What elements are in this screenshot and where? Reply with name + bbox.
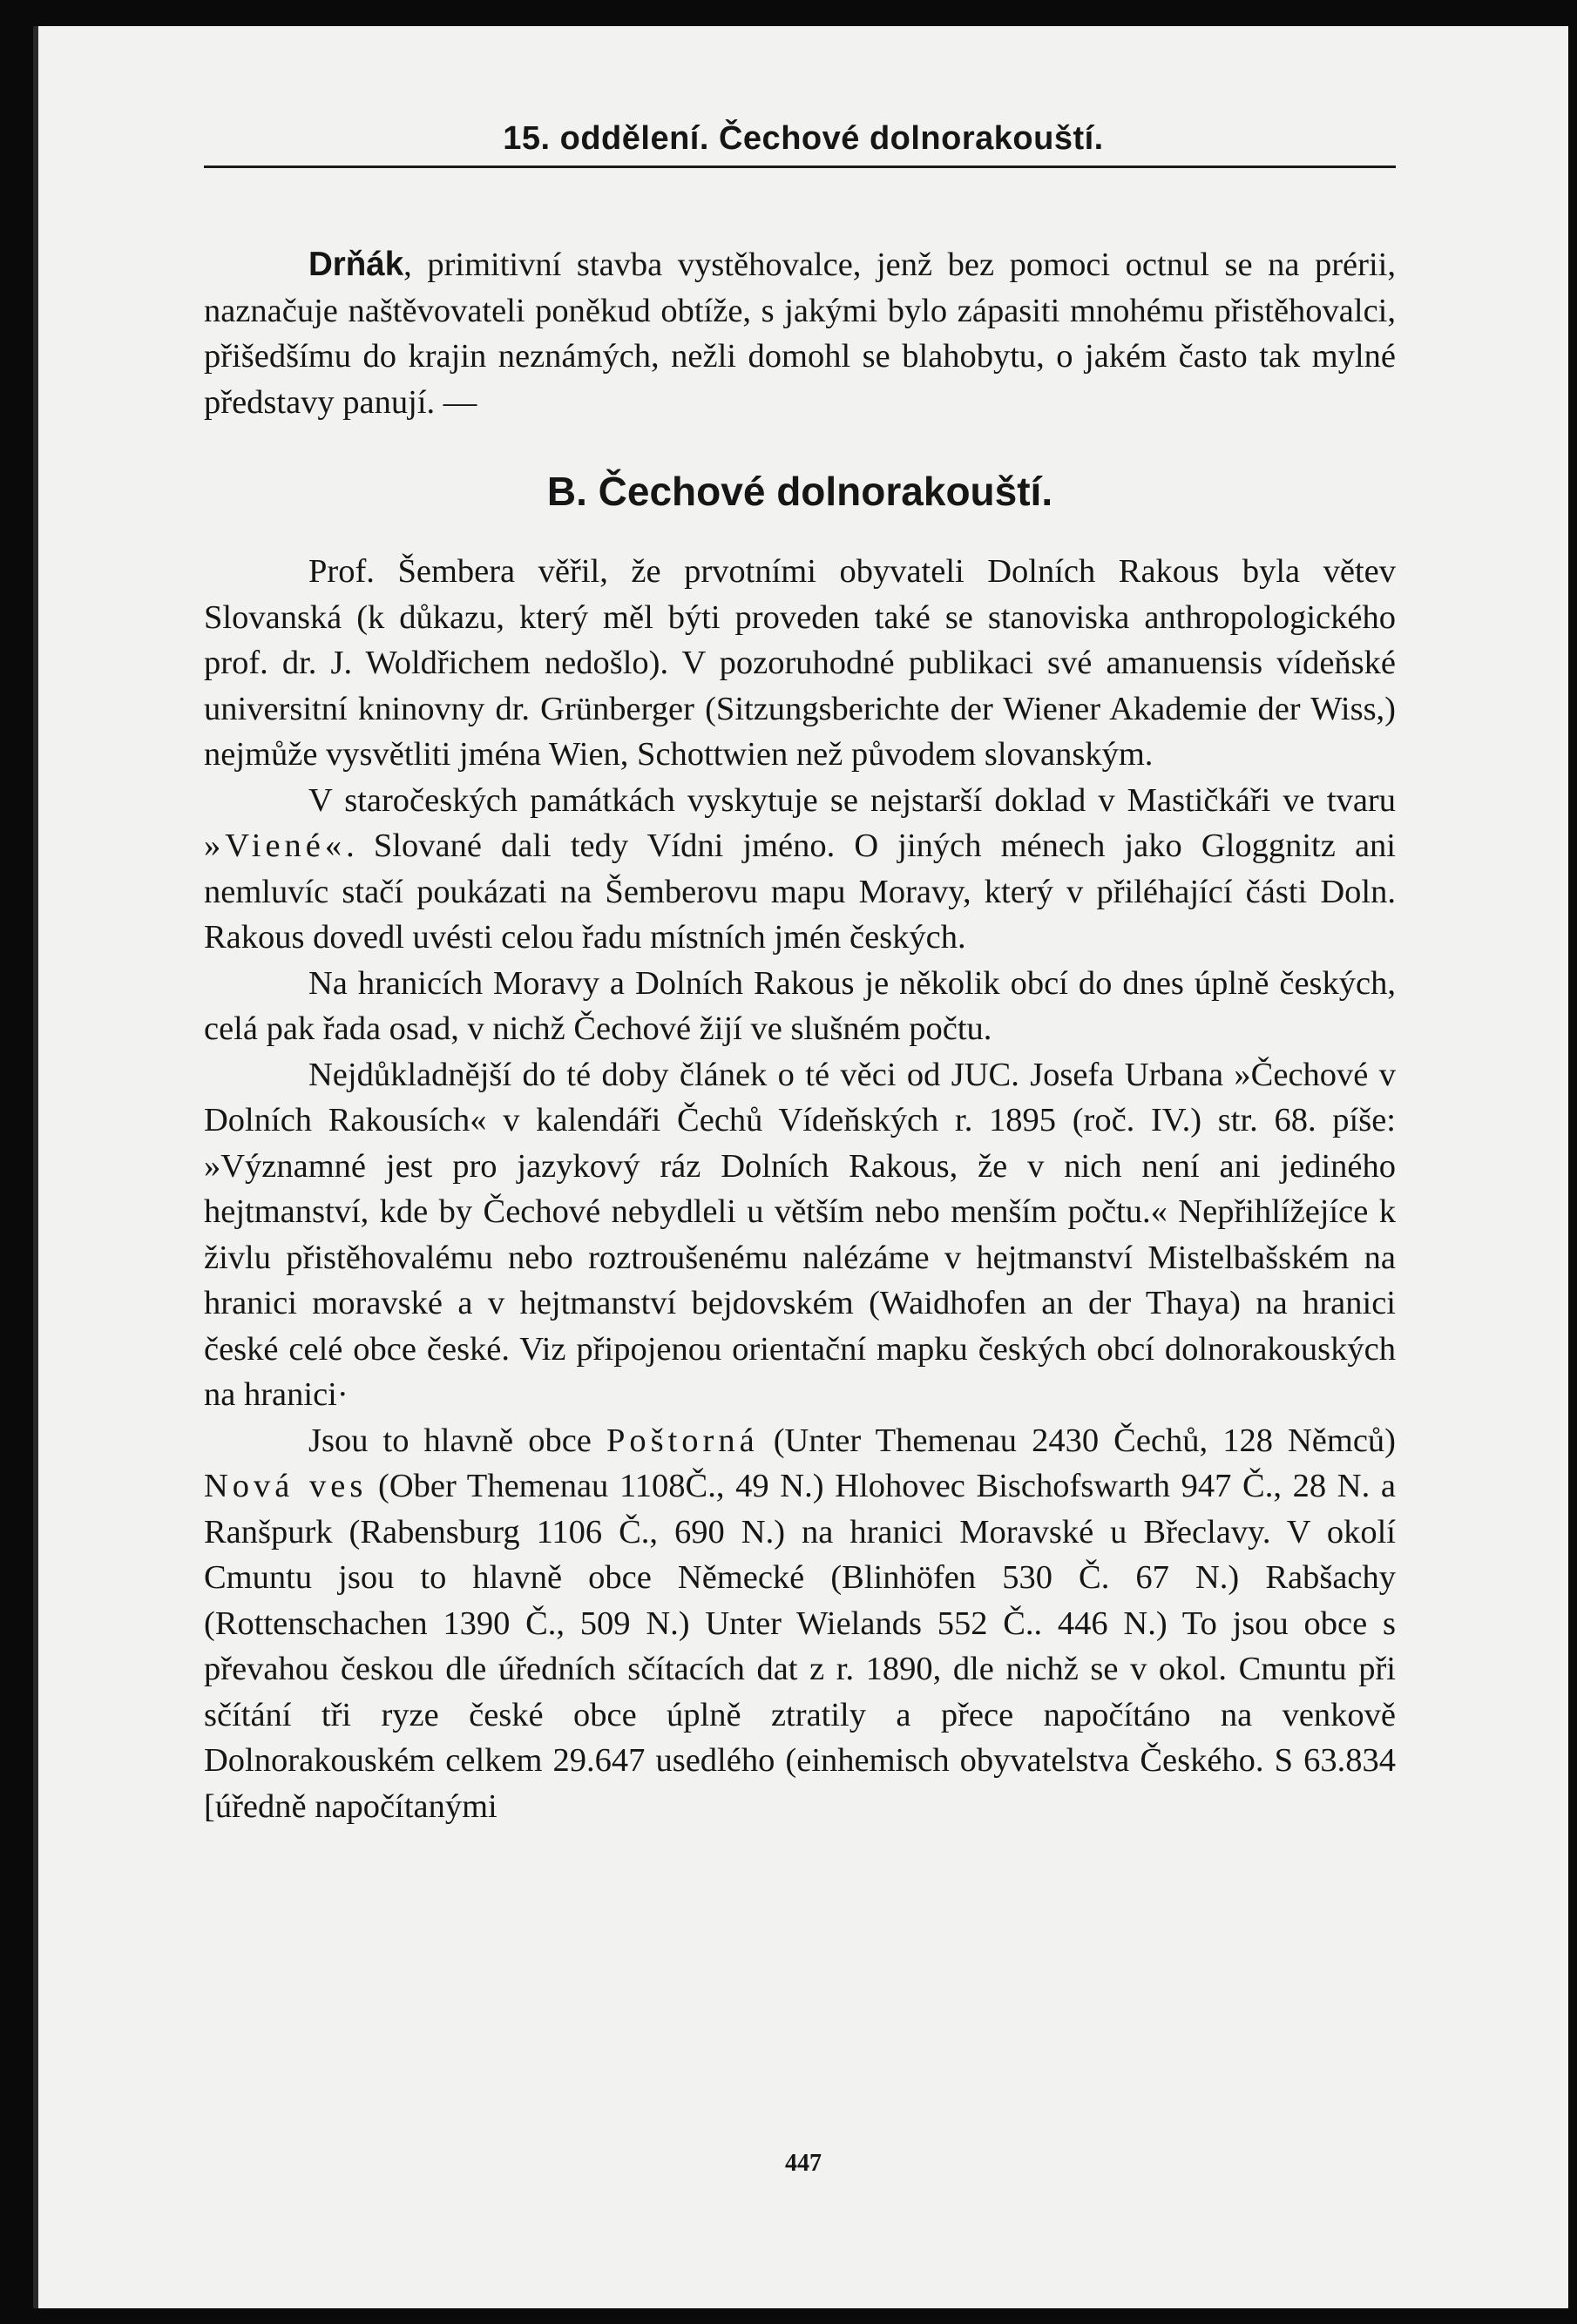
paragraph-2-text-a: V staročeských památkách vyskytuje se nejstarší doklad v Mastičkáři ve tvaru [308, 781, 1396, 819]
paragraph-5-text-b: (Unter Themenau 2430 Čechů, 128 Němců) [758, 1422, 1396, 1459]
paragraph-4: Nejdůkladnější do té doby článek o té věci od JUC. Josefa Urbana »Čechové v Dolních Rakousích« v kalendáři Čechů Vídeňských r. 1895 (roč. IV.) str. 68. píše: »Významné jest pro jazykový ráz Dolních Rakous, že v nich není ani jediného hejtmanství, kde by Čechové nebydleli u větším nebo menším počtu.« Nepřihlížejíce k živlu přistěhovalému nebo roztroušenému nalézáme v hejtmanství Mistelbašském na hranici moravské a v hejtmanství bejdovském (Waidhofen an der Thaya) na hranici české celé obce české. Viz připojenou orientační mapku českých obcí dolnorakouských na hranici· [204, 1056, 1396, 1413]
paragraph-3: Na hranicích Moravy a Dolních Rakous je několik obcí do dnes úplně českých, celá pak řada osad, v nichž Čechové žijí ve slušném počtu. [204, 964, 1396, 1047]
header-rule [204, 166, 1396, 168]
body-text [204, 242, 1396, 1829]
intro-text: , primitivní stavba vystěhovalce, jenž bez pomoci octnul se na prérii, naznačuje naštěvovateli poněkud obtíže, s jakými bylo zápasiti mnohému přistěhovalci, přišedšímu do krajin neznámých, nežli domohl se blahobytu, o jakém často tak mylné představy panují. — [204, 247, 1396, 421]
intro-paragraph [204, 242, 1396, 425]
paragraph-5-text-a: Jsou to hlavně obce [308, 1422, 606, 1459]
paragraph-2 [204, 778, 1396, 961]
paragraph-1: Prof. Šembera věřil, že prvotními obyvateli Dolních Rakous byla větev Slovanská (k důkazu, který měl býti proveden také se stanoviska anthropologického prof. dr. J. Woldřichem nedošlo). V pozoruhodné publikaci své amanuensis vídeňské universitní kninovny dr. Grünberger (Sitzungsberichte der Wiener Akademie der Wiss,) nejmůže vysvětliti jména Wien, Schottwien než původem slovanským. [204, 553, 1396, 773]
paragraph-5 [204, 1418, 1396, 1830]
running-head: 15. oddělení. Čechové dolnorakouští. [503, 120, 1104, 157]
paragraph-2-text-b: . Slované dali tedy Vídni jméno. O jiných ménech jako Gloggnitz ani nemluvíc stačí poukázati na Šemberovu mapu Moravy, který v přiléhající části Doln. Rakous dovedl uvésti celou řadu místních jmén českých. [204, 828, 1396, 956]
paragraph-5-text-c: (Ober Themenau 1108Č., 49 N.) Hlohovec Bischofswarth 947 Č., 28 N. a Ranšpurk (Rabensburg 1106 Č., 690 N.) na hranici Moravské u Břeclavy. V okolí Cmuntu jsou to hlavně obce Německé (Blinhöfen 530 Č. 67 N.) Rabšachy (Rottenschachen 1390 Č., 509 N.) Unter Wielands 552 Č.. 446 N.) To jsou obce s převahou českou dle úředních sčítacích dat z r. 1890, dle nichž se v okol. Cmuntu při sčítání tři ryze české obce úplně ztratily a přece napočítáno na venkově Dolnorakouském celkem 29.647 usedlého (einhemisch obyvatelstva Českého. S 63.834 [úředně napočítanými [204, 1468, 1396, 1825]
book-page [33, 26, 1568, 2308]
paragraph-5-place-name-2: Nová ves [204, 1468, 368, 1504]
paragraph-5-place-name-1: Poštorná [606, 1422, 759, 1459]
section-heading: B. Čechové dolnorakouští. [546, 469, 1053, 514]
paragraph-2-spaced-word: »Viené« [204, 828, 347, 864]
page-number: 447 [785, 2150, 822, 2177]
intro-lead-word: Drňák [308, 246, 404, 283]
